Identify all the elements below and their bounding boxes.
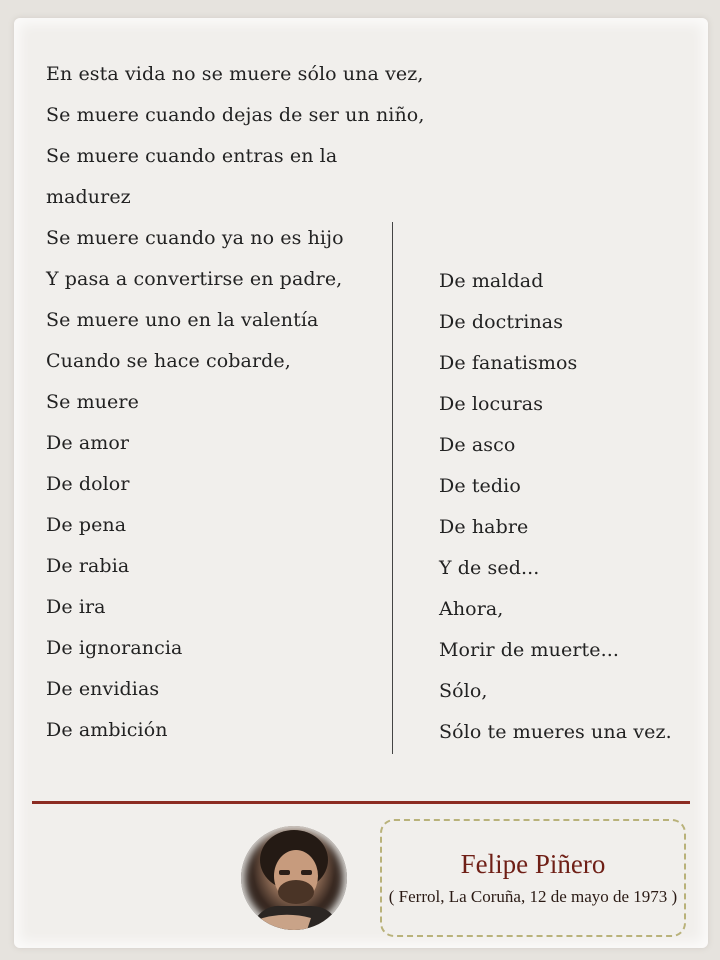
poem-line: De pena — [46, 514, 127, 536]
poem-line: De maldad — [439, 270, 544, 292]
poem-line: En esta vida no se muere sólo una vez, — [46, 63, 424, 85]
poem-line: madurez — [46, 186, 131, 208]
poem-line: De dolor — [46, 473, 130, 495]
poem-line: De ambición — [46, 719, 168, 741]
poem-line: Sólo te mueres una vez. — [439, 721, 672, 743]
poem-line: Ahora, — [439, 598, 504, 620]
author-name: Felipe Piñero — [460, 849, 606, 879]
poem-line: Sólo, — [439, 680, 488, 702]
column-divider — [392, 222, 393, 754]
poem-line: Se muere cuando entras en la — [46, 145, 338, 167]
signature-frame — [380, 819, 686, 937]
poem-line: Se muere — [46, 391, 139, 413]
author-portrait-icon — [241, 826, 347, 930]
author-photo — [241, 826, 347, 930]
poem-line: De envidias — [46, 678, 160, 700]
poem-line: De habre — [439, 516, 529, 538]
poem-line: Se muere cuando ya no es hijo — [46, 227, 344, 249]
poem-line: De amor — [46, 432, 130, 454]
poem-line: De tedio — [439, 475, 521, 497]
poem-line: De rabia — [46, 555, 130, 577]
poem-line: De doctrinas — [439, 311, 564, 333]
poem-line: De asco — [439, 434, 516, 456]
poem-line: Y pasa a convertirse en padre, — [46, 268, 343, 290]
poem-line: De locuras — [439, 393, 544, 415]
poem-line: Se muere uno en la valentía — [46, 309, 319, 331]
horizontal-rule — [32, 801, 690, 804]
poem-line: Se muere cuando dejas de ser un niño, — [46, 104, 425, 126]
poem-line: Morir de muerte... — [439, 639, 619, 661]
author-details: ( Ferrol, La Coruña, 12 de mayo de 1973 ) — [388, 887, 678, 906]
poem-line: De ira — [46, 596, 106, 618]
poem-line: Y de sed... — [439, 557, 540, 579]
poem-line: Cuando se hace cobarde, — [46, 350, 291, 372]
poem-line: De ignorancia — [46, 637, 183, 659]
poem-line: De fanatismos — [439, 352, 578, 374]
